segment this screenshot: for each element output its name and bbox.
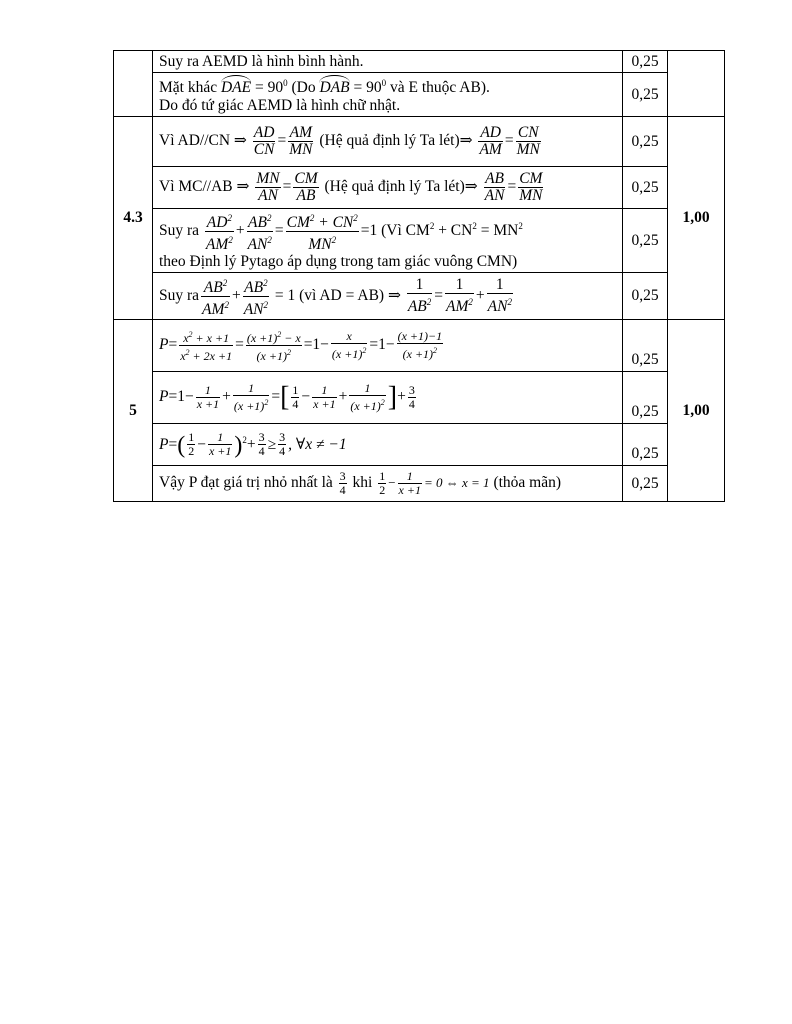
table-row	[114, 320, 725, 372]
score-cell: 0,25	[623, 320, 668, 372]
total-score: 1,00	[668, 320, 725, 502]
score-cell: 0,25	[623, 372, 668, 424]
table-row	[114, 117, 725, 167]
table-row	[114, 51, 725, 73]
score-cell: 0,25	[623, 209, 668, 273]
question-number: 5	[114, 320, 153, 502]
step-text: Mặt khác DAE = $90^0$ (Do DAB = $90^0$ và E thuộc AB). Do đó tứ giác AEMD là hình chữ nhật.	[153, 73, 623, 117]
step-text: Suy ra AEMD là hình bình hành.	[153, 51, 623, 73]
score-cell: 0,25	[623, 117, 668, 167]
step-text: P=1− $\frac{1}{x +1}$ + $\frac{1}{(x +1)^2}$ =[ $\frac{1}{4}$ − $\frac{1}{x +1}$ + $\frac{1}{(x +1)^2}$ ]+ $\frac{3}{4}$	[153, 372, 623, 424]
question-cell-empty	[114, 51, 153, 117]
table-row	[114, 372, 725, 424]
table-row	[114, 73, 725, 117]
step-text: Vì AD//CN ⇒ $\frac{AD}{CN}$ = $\frac{AM}{MN}$ (Hệ quả định lý Ta lét)⇒ $\frac{AD}{AM}$ = $\frac{CN}{MN}$	[153, 117, 623, 167]
total-score: 1,00	[668, 117, 725, 320]
score-cell: 0,25	[623, 273, 668, 320]
table-row	[114, 466, 725, 502]
score-cell: 0,25	[623, 466, 668, 502]
step-text: P= $\frac{x^2 + x +1}{x^2 + 2x +1}$ = $\frac{(x +1)^2 - x}{(x +1)^2}$ =1− $\frac{x}{(x +1)^2}$ =1− $\frac{(x +1)-1}{(x +1)^2}$	[153, 320, 623, 372]
score-cell: 0,25	[623, 73, 668, 117]
step-text: Suy ra $\frac{AB^2}{AM^2}$ + $\frac{AB^2}{AN^2}$ = 1 (vì AD = AB) ⇒ $\frac{1}{AB^2}$ = $\frac{1}{AM^2}$ + $\frac{1}{AN^2}$	[153, 273, 623, 320]
score-cell: 0,25	[623, 167, 668, 209]
table-row	[114, 273, 725, 320]
step-text: P=( $\frac{1}{2}$ − $\frac{1}{x +1}$ )$^2$+ $\frac{3}{4}$ ≥ $\frac{3}{4}$ , ∀x ≠ −1	[153, 424, 623, 466]
table-row	[114, 209, 725, 273]
total-cell-empty	[668, 51, 725, 117]
table-row	[114, 167, 725, 209]
score-cell: 0,25	[623, 51, 668, 73]
score-cell: 0,25	[623, 424, 668, 466]
question-number: 4.3	[114, 117, 153, 320]
table-row	[114, 424, 725, 466]
step-text: Vì MC//AB ⇒ $\frac{MN}{AN}$ = $\frac{CM}{AB}$ (Hệ quả định lý Ta lét)⇒ $\frac{AB}{AN}$ = $\frac{CM}{MN}$	[153, 167, 623, 209]
answer-key-table	[113, 50, 725, 502]
step-text: Suy ra $\frac{AD^2}{AM^2}$ + $\frac{AB^2}{AN^2}$ = $\frac{CM^2 + CN^2}{MN^2}$ =1 (Vì $CM^2 + CN^2 = MN^2$ theo Định lý Pytago áp dụng trong tam giác vuông CMN)	[153, 209, 623, 273]
step-text: Vậy P đạt giá trị nhỏ nhất là $\frac{3}{4}$ khi $\frac{1}{2}$ − $\frac{1}{x +1}$ = 0 ⇔ x = 1 (thỏa mãn)	[153, 466, 623, 502]
